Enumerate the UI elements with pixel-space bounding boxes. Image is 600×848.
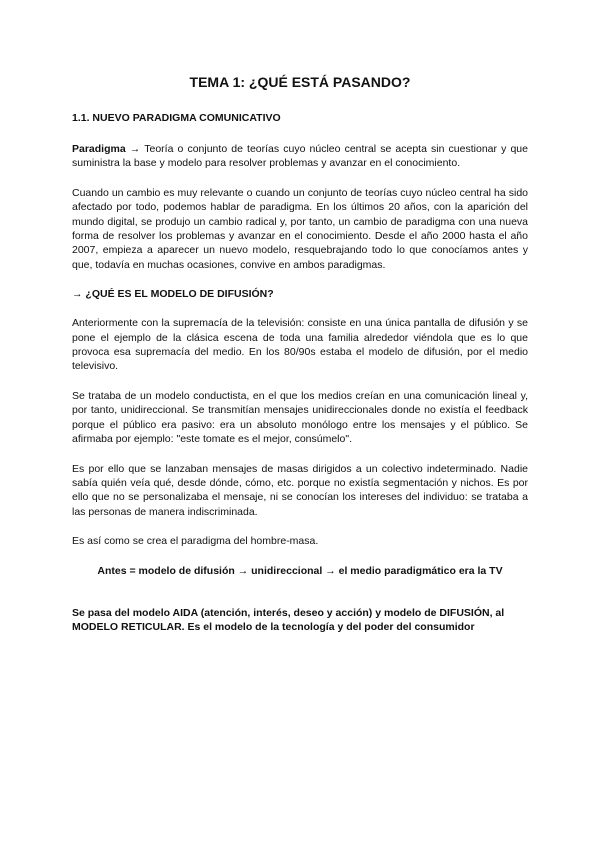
section-heading: 1.1. NUEVO PARADIGMA COMUNICATIVO [72, 112, 281, 124]
conclusion-paragraph: Se pasa del modelo AIDA (atención, interés, deseo y acción) y modelo de DIFUSIÓN, al MODELO RETICULAR. Es el modelo de la tecnología y del poder del consumidor [72, 606, 505, 633]
page-title: TEMA 1: ¿QUÉ ESTÁ PASANDO? [189, 74, 411, 90]
mass-man-paragraph: Es así como se crea el paradigma del hombre-masa. [72, 535, 319, 548]
behaviorist-model-paragraph: Se trataba de un modelo conductista, en el que los medios creían en una comunicación lineal y, por tanto, unidireccional. Se transmitían mensajes unidireccionales donde no existía el feedback porque el público era pasivo: era un absoluto monólogo entre los mensajes y el público. Se afirmaba por ejemplo: "este tomate es el mejor, consúmelo". [72, 389, 528, 446]
definition-paragraph [72, 142, 528, 171]
summary-line: Antes = modelo de difusión → unidireccional → el medio paradigmático era la TV [97, 564, 503, 577]
diffusion-model-heading: → ¿QUÉ ES EL MODELO DE DIFUSIÓN? [72, 288, 274, 301]
definition-term: Paradigma [72, 143, 126, 155]
television-paragraph: Anteriormente con la supremacía de la televisión: consiste en una única pantalla de difusión y se pone el ejemplo de la clásica escena de toda una familia alrededor viéndola que es lo que provoca esa supremacía del medio. En los 80/90s estaba el modelo de difusión, por el medio televisivo. [72, 317, 528, 373]
paradigm-change-paragraph: Cuando un cambio es muy relevante o cuando un conjunto de teorías cuyo núcleo central ha sido afectado por todo, podemos hablar de paradigma. En los últimos 20 años, con la aparición del mundo digital, se produjo un cambio radical y, por tanto, un cambio de paradigma con una nueva forma de resolver los problemas y avanzar en el conocimiento. Desde el año 2000 hasta el año 2007, empieza a aparecer un nuevo modelo, resquebrajando todo lo que conocíamos antes y que, todavía en muchas ocasiones, convive en ambos paradigmas. [72, 186, 528, 271]
definition-text: → Teoría o conjunto de teorías cuyo núcleo central se acepta sin cuestionar y que suministra la base y modelo para resolver problemas y avanzar en el conocimiento. [72, 143, 528, 170]
mass-messages-paragraph: Es por ello que se lanzaban mensajes de masas dirigidos a un colectivo indeterminado. Nadie sabía quién veía qué, desde dónde, cómo, etc. porque no existía segmentación y nichos. Es por ello que no se personalizaba el mensaje, ni se conocían los intereses del individuo: se trataba a las personas de manera indiscriminada. [72, 462, 528, 518]
